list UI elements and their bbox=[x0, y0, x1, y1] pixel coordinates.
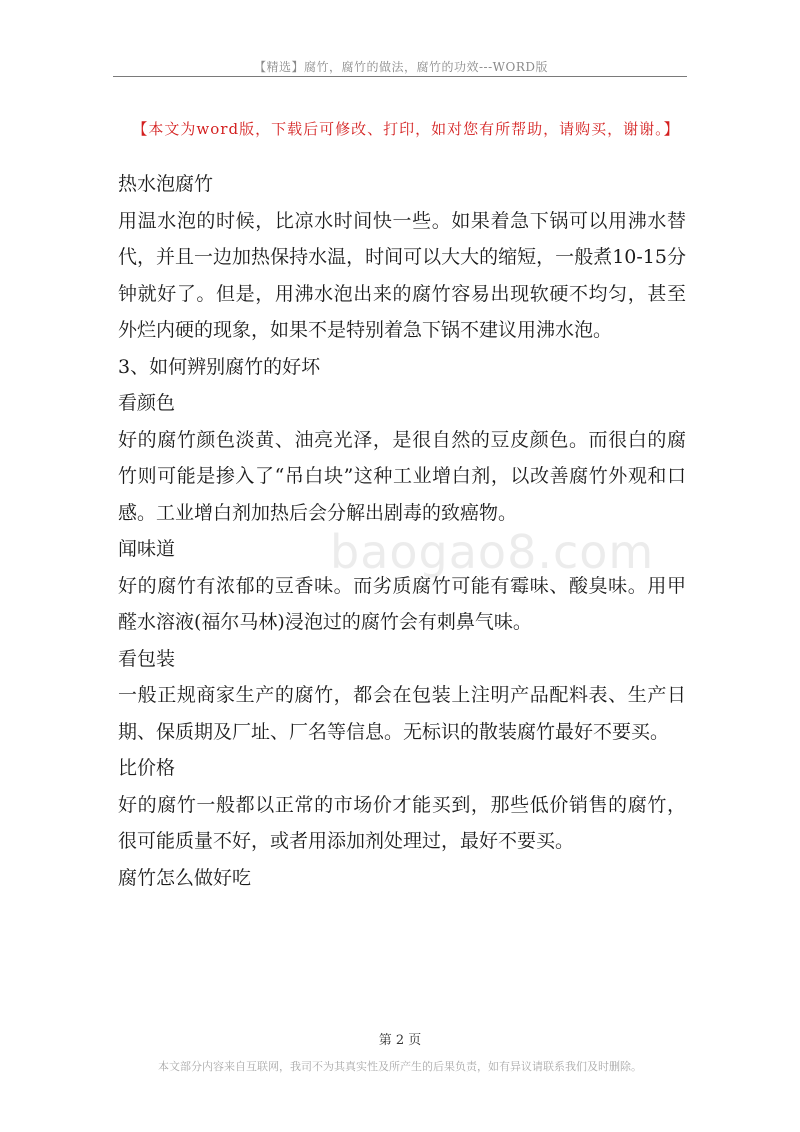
subheading-packaging: 看包装 bbox=[118, 647, 176, 670]
paragraph-packaging: 一般正规商家生产的腐竹，都会在包装上注明产品配料表、生产日期、保质期及厂址、厂名等信息。无标识的散装腐竹最好不要买。 bbox=[118, 684, 686, 743]
paragraph-price: 好的腐竹一般都以正常的市场价才能买到，那些低价销售的腐竹，很可能质量不好，或者用添加剂处理过，最好不要买。 bbox=[118, 793, 686, 852]
subheading-cooking: 腐竹怎么做好吃 bbox=[118, 866, 252, 889]
paragraph-smell: 好的腐竹有浓郁的豆香味。而劣质腐竹可能有霉味、酸臭味。用甲醛水溶液(福尔马林)浸泡过的腐竹会有刺鼻气味。 bbox=[118, 574, 686, 633]
page-header: 【精选】腐竹，腐竹的做法，腐竹的功效---WORD版 bbox=[254, 60, 548, 74]
section-heading-quality: 3、如何辨别腐竹的好坏 bbox=[118, 355, 321, 378]
paragraph-color: 好的腐竹颜色淡黄、油亮光泽，是很自然的豆皮颜色。而很白的腐竹则可能是掺入了“吊白块”这种工业增白剂，以改善腐竹外观和口感。工业增白剂加热后会分解出剧毒的致癌物。 bbox=[118, 428, 686, 524]
subheading-smell: 闻味道 bbox=[118, 538, 176, 560]
subheading-color: 看颜色 bbox=[118, 392, 176, 414]
page-number: 第 2 页 bbox=[378, 1033, 422, 1048]
subheading-price: 比价格 bbox=[118, 757, 176, 779]
header-divider bbox=[113, 76, 687, 77]
document-body bbox=[118, 166, 686, 896]
purchase-notice: 【本文为word版，下载后可修改、打印，如对您有所帮助，请购买，谢谢。】 bbox=[132, 120, 680, 138]
page-footer: 本文部分内容来自互联网，我司不为其真实性及所产生的后果负责，如有异议请联系我们及时删除。 bbox=[158, 1060, 642, 1073]
subheading-hot-water: 热水泡腐竹 bbox=[118, 173, 214, 195]
paragraph-hot-water: 用温水泡的时候，比凉水时间快一些。如果着急下锅可以用沸水替代，并且一边加热保持水温，时间可以大大的缩短，一般煮10-15分钟就好了。但是，用沸水泡出来的腐竹容易出现软硬不均匀，甚至外烂内硬的现象，如果不是特别着急下锅不建议用沸水泡。 bbox=[118, 209, 686, 341]
watermark: baogao8.com bbox=[330, 525, 655, 579]
